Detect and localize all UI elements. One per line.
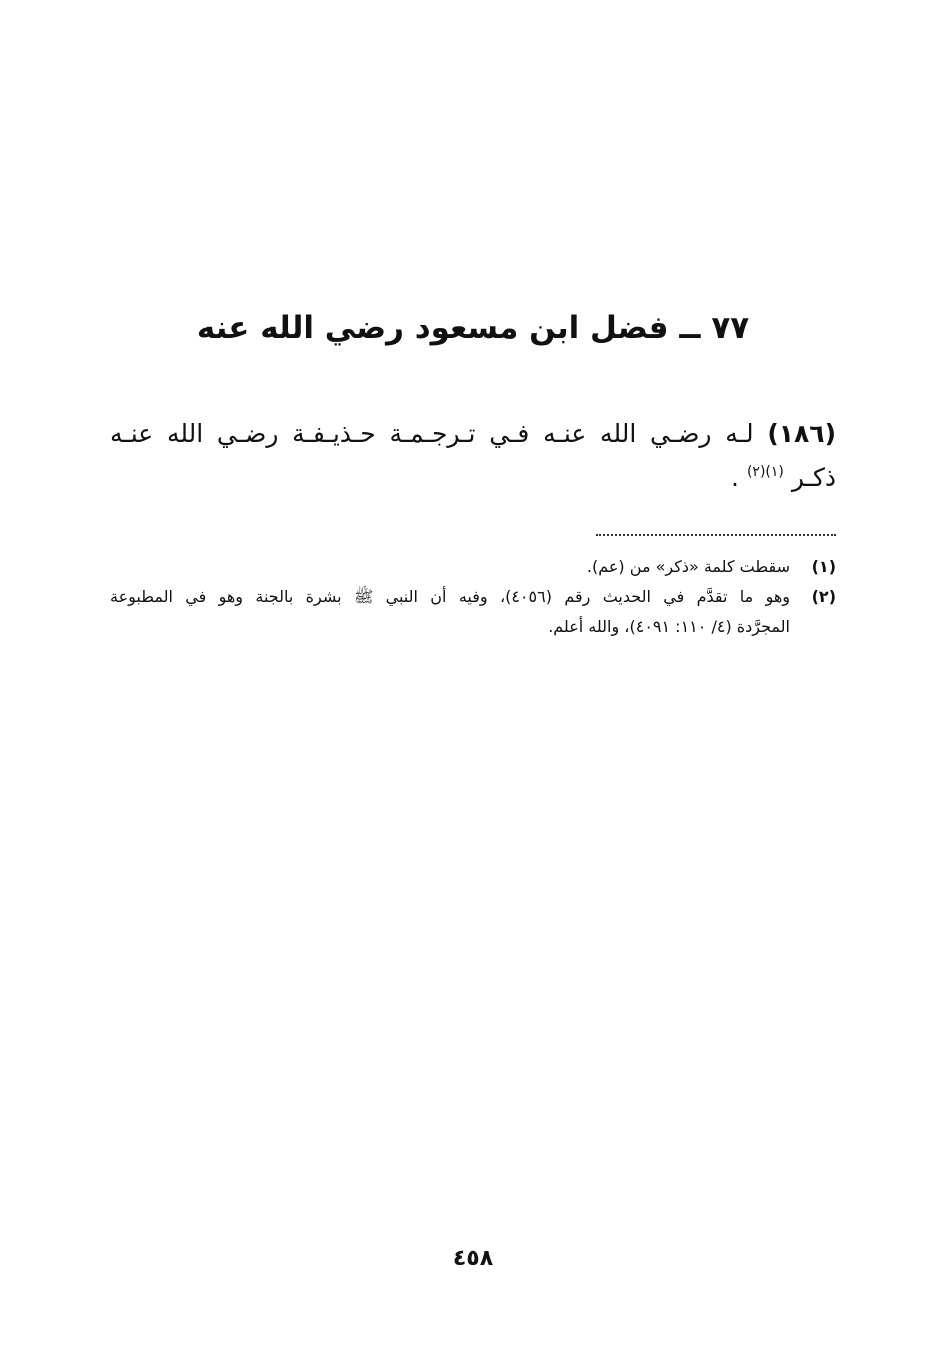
chapter-title: ٧٧ ــ فضل ابن مسعود رضي الله عنه (196, 309, 750, 346)
hadith-entry (110, 412, 836, 500)
footnote-text-line-1: وهو ما تقدَّم في الحديث رقم (٤٠٥٦)، وفيه أن النبي ﷺ بشرة بالجنة وهو في المطبوعة (110, 587, 791, 606)
footnote-1 (110, 552, 836, 582)
footnote-text: سقطت كلمة «ذكر» من (عم). (586, 557, 790, 576)
footnote-2 (110, 582, 836, 642)
footnote-number: (٢) (811, 587, 836, 606)
entry-number: (١٨٦) (767, 419, 836, 448)
entry-line-2 (110, 456, 836, 500)
footnote-number: (١) (811, 557, 836, 576)
footnote-references: (١)(٢) (746, 464, 784, 480)
footnotes (110, 552, 836, 642)
entry-text-line-1: لـه رضـي الله عنـه فـي تـرجـمـة حـذيـفـة رضـي الله عنـه (110, 419, 754, 448)
entry-line-1 (110, 412, 836, 456)
entry-period: . (731, 463, 739, 492)
entry-text-line-2: ذكـر (791, 463, 836, 492)
footnote-separator (596, 522, 836, 536)
footnote-text-line-2: المجرَّدة (٤/ ١١٠: ٤٠٩١)، والله أعلم. (548, 617, 790, 636)
page-number: ٤٥٨ (452, 1246, 494, 1271)
